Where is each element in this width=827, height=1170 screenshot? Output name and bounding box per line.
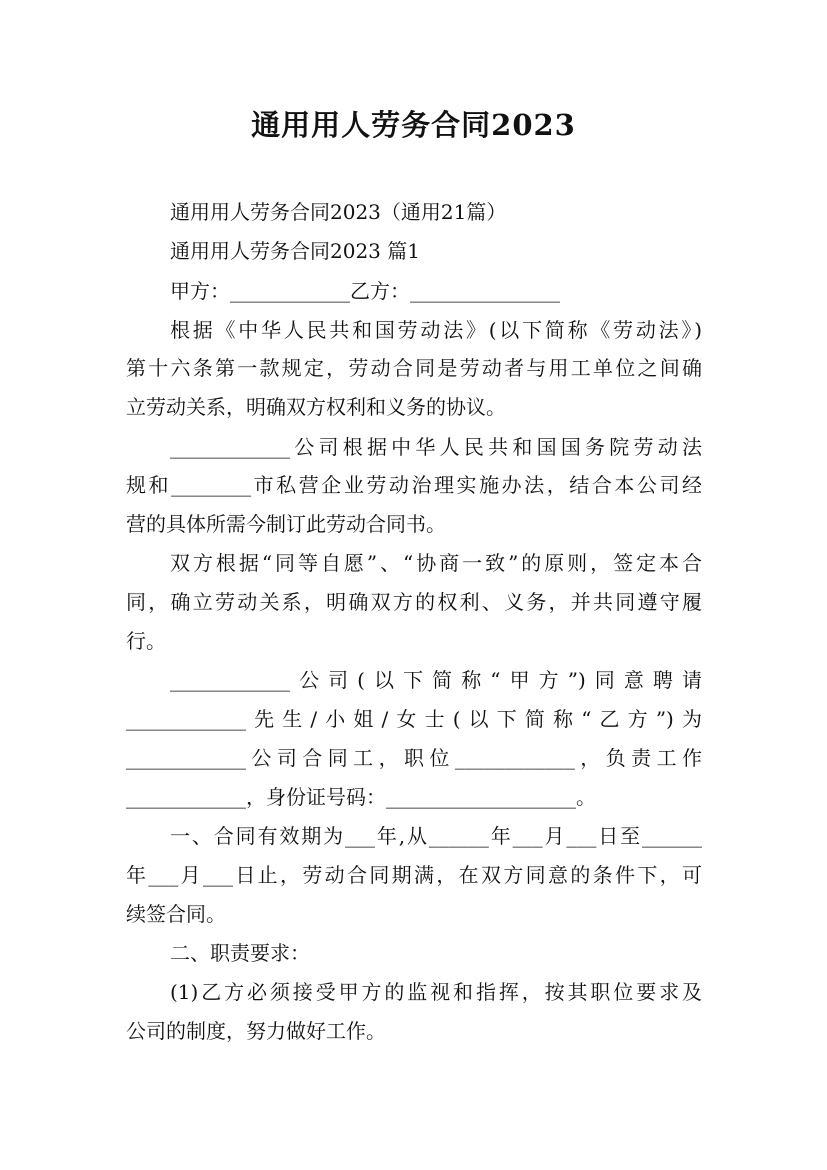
paragraph-line: 第十六条第一款规定，劳动合同是劳动者与用工单位之间确 xyxy=(126,356,702,380)
paragraph-line: 营的具体所需今制订此劳动合同书。 xyxy=(126,512,446,536)
parties-line: 甲方：____________乙方：_______________ xyxy=(170,279,560,303)
paragraph-line: 规和________市私营企业劳动治理实施办法，结合本公司经 xyxy=(126,473,702,497)
paragraph-line: ____________公司合同工，职位____________，负责工作 xyxy=(126,746,702,770)
paragraph-line: 行。 xyxy=(126,629,166,653)
paragraph-line: 根据《中华人民共和国劳动法》(以下简称《劳动法》) xyxy=(170,318,702,342)
paragraph-line: 同，确立劳动关系，明确双方的权利、义务，并共同遵守履 xyxy=(126,590,702,614)
paragraph-line: (1)乙方必须接受甲方的监视和指挥，按其职位要求及 xyxy=(170,980,702,1004)
paragraph-line: 公司的制度，努力做好工作。 xyxy=(126,1019,386,1043)
subtitle-line: 通用用人劳务合同2023（通用21篇） xyxy=(170,200,507,224)
section-heading: 二、职责要求： xyxy=(170,941,310,965)
paragraph-line: 一、合同有效期为___年,从______年___月___日至______ xyxy=(170,824,702,848)
paragraph-line: ____________公司(以下简称“甲方”)同意聘请 xyxy=(170,668,702,692)
paragraph-line: ____________公司根据中华人民共和国国务院劳动法 xyxy=(170,435,702,459)
paragraph-line: 双方根据“同等自愿”、“协商一致”的原则，签定本合 xyxy=(170,551,702,575)
paragraph-line: 立劳动关系，明确双方权利和义务的协议。 xyxy=(126,395,506,419)
section-heading: 通用用人劳务合同2023 篇1 xyxy=(170,239,420,263)
paragraph-line: 续签合同。 xyxy=(126,902,226,926)
paragraph-line: ____________，身份证号码：___________________。 xyxy=(126,785,596,809)
paragraph-line: 年___月___日止，劳动合同期满，在双方同意的条件下，可 xyxy=(126,863,702,887)
paragraph-line: ____________先生/小姐/女士(以下简称“乙方”)为 xyxy=(126,707,702,731)
document-title: 通用用人劳务合同2023 xyxy=(251,108,576,142)
